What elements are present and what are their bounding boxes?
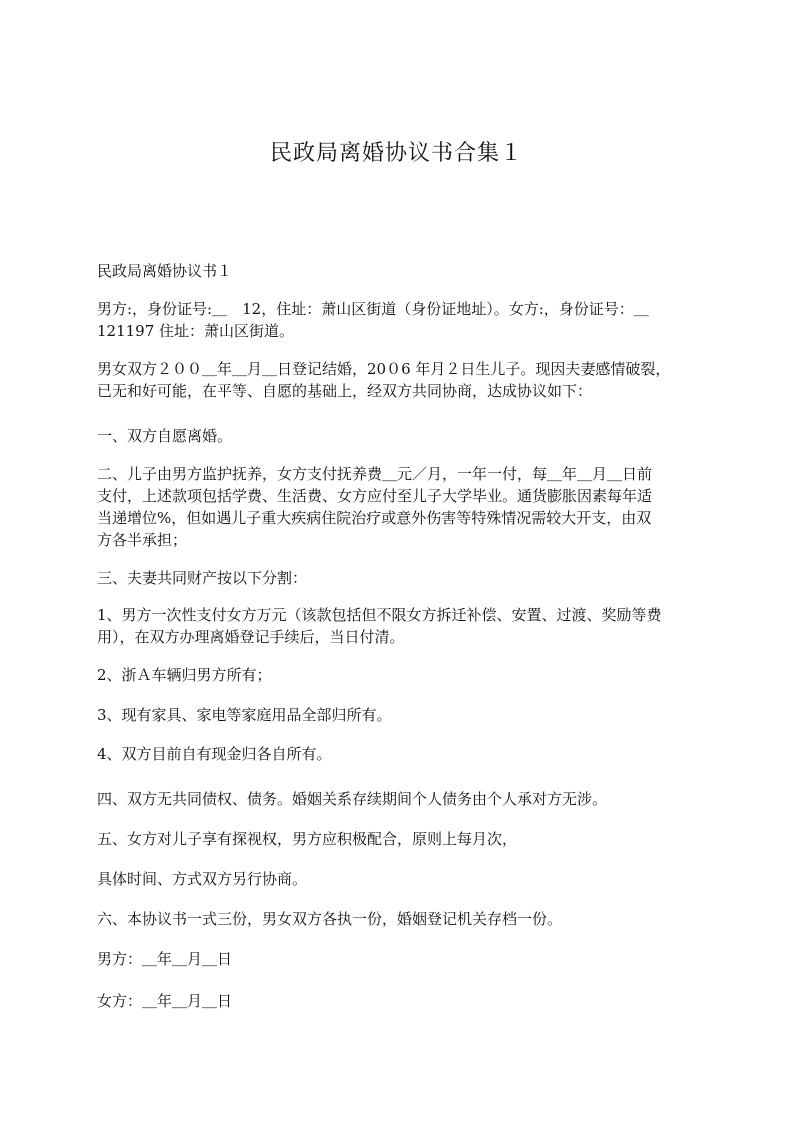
clause-5-text: 五、女方对儿子享有探视权，男方应积极配合，原则上每月次， — [97, 830, 518, 848]
property-item-1-line-1: 1、男方一次性支付女方万元（该款包括但不限女方拆迁补偿、安置、过渡、奖励等费 — [97, 606, 662, 624]
clause-4-text: 四、双方无共同债权、债务。婚姻关系存续期间个人债务由个人承对方无涉。 — [97, 790, 608, 808]
property-item-4-text: 4、双方目前自有现金归各自所有。 — [97, 745, 332, 763]
clause-4 — [97, 788, 697, 810]
property-item-2 — [97, 664, 697, 686]
clause-2-line-3: 当递增位%，但如遇儿子重大疾病住院治疗或意外伤害等特殊情况需较大开支，由双 — [97, 509, 652, 527]
subtitle-text: 民政局离婚协议书１ — [97, 262, 233, 280]
signature-female — [97, 990, 697, 1012]
signature-male-text: 男方：＿年＿月＿日 — [97, 950, 233, 968]
clause-5-cont-text: 具体时间、方式双方另行协商。 — [97, 870, 308, 888]
clause-6 — [97, 908, 697, 930]
signature-male — [97, 948, 697, 970]
property-item-1 — [97, 604, 697, 648]
property-item-3 — [97, 704, 697, 726]
clause-2-line-1: 二、儿子由男方监护抚养，女方支付抚养费＿元／月，一年一付，每＿年＿月＿日前 — [97, 465, 653, 483]
marriage-paragraph — [97, 358, 697, 402]
marriage-line-2: 已无和好可能，在平等、自愿的基础上，经双方共同协商，达成协议如下： — [97, 382, 593, 400]
property-item-2-text: 2、浙Ａ车辆归男方所有； — [97, 666, 272, 684]
property-item-3-text: 3、现有家具、家电等家庭用品全部归所有。 — [97, 706, 392, 724]
parties-paragraph — [97, 298, 697, 342]
clause-3 — [97, 567, 697, 589]
property-item-1-line-2: 用），在双方办理离婚登记手续后，当日付清。 — [97, 628, 405, 646]
property-item-4 — [97, 743, 697, 765]
marriage-line-1: 男女双方２００＿年＿月＿日登记结婚，20０6 年月２日生儿子。现因夫妻感情破裂， — [97, 360, 671, 378]
clause-2 — [97, 463, 697, 551]
clause-5-continuation — [97, 868, 697, 890]
clause-3-text: 三、夫妻共同财产按以下分割： — [97, 569, 308, 587]
clause-1 — [97, 425, 697, 447]
clause-2-line-4: 方各半承担； — [97, 531, 188, 549]
signature-female-text: 女方：＿年＿月＿日 — [97, 992, 233, 1010]
document-subtitle — [97, 260, 697, 282]
clause-2-line-2: 支付，上述款项包括学费、生活费、女方应付至儿子大学毕业。通货膨胀因素每年适 — [97, 487, 653, 505]
clause-5 — [97, 828, 697, 850]
clause-6-text: 六、本协议书一式三份，男女双方各执一份，婚姻登记机关存档一份。 — [97, 910, 563, 928]
document-title: 民政局离婚协议书合集１ — [269, 141, 523, 166]
parties-line-1: 男方:，身份证号:＿ 12，住址：萧山区街道（身份证地址）。女方:，身份证号：＿ — [97, 300, 649, 318]
clause-1-text: 一、双方自愿离婚。 — [97, 427, 233, 445]
parties-line-2: 121197 住址：萧山区街道。 — [97, 322, 295, 340]
